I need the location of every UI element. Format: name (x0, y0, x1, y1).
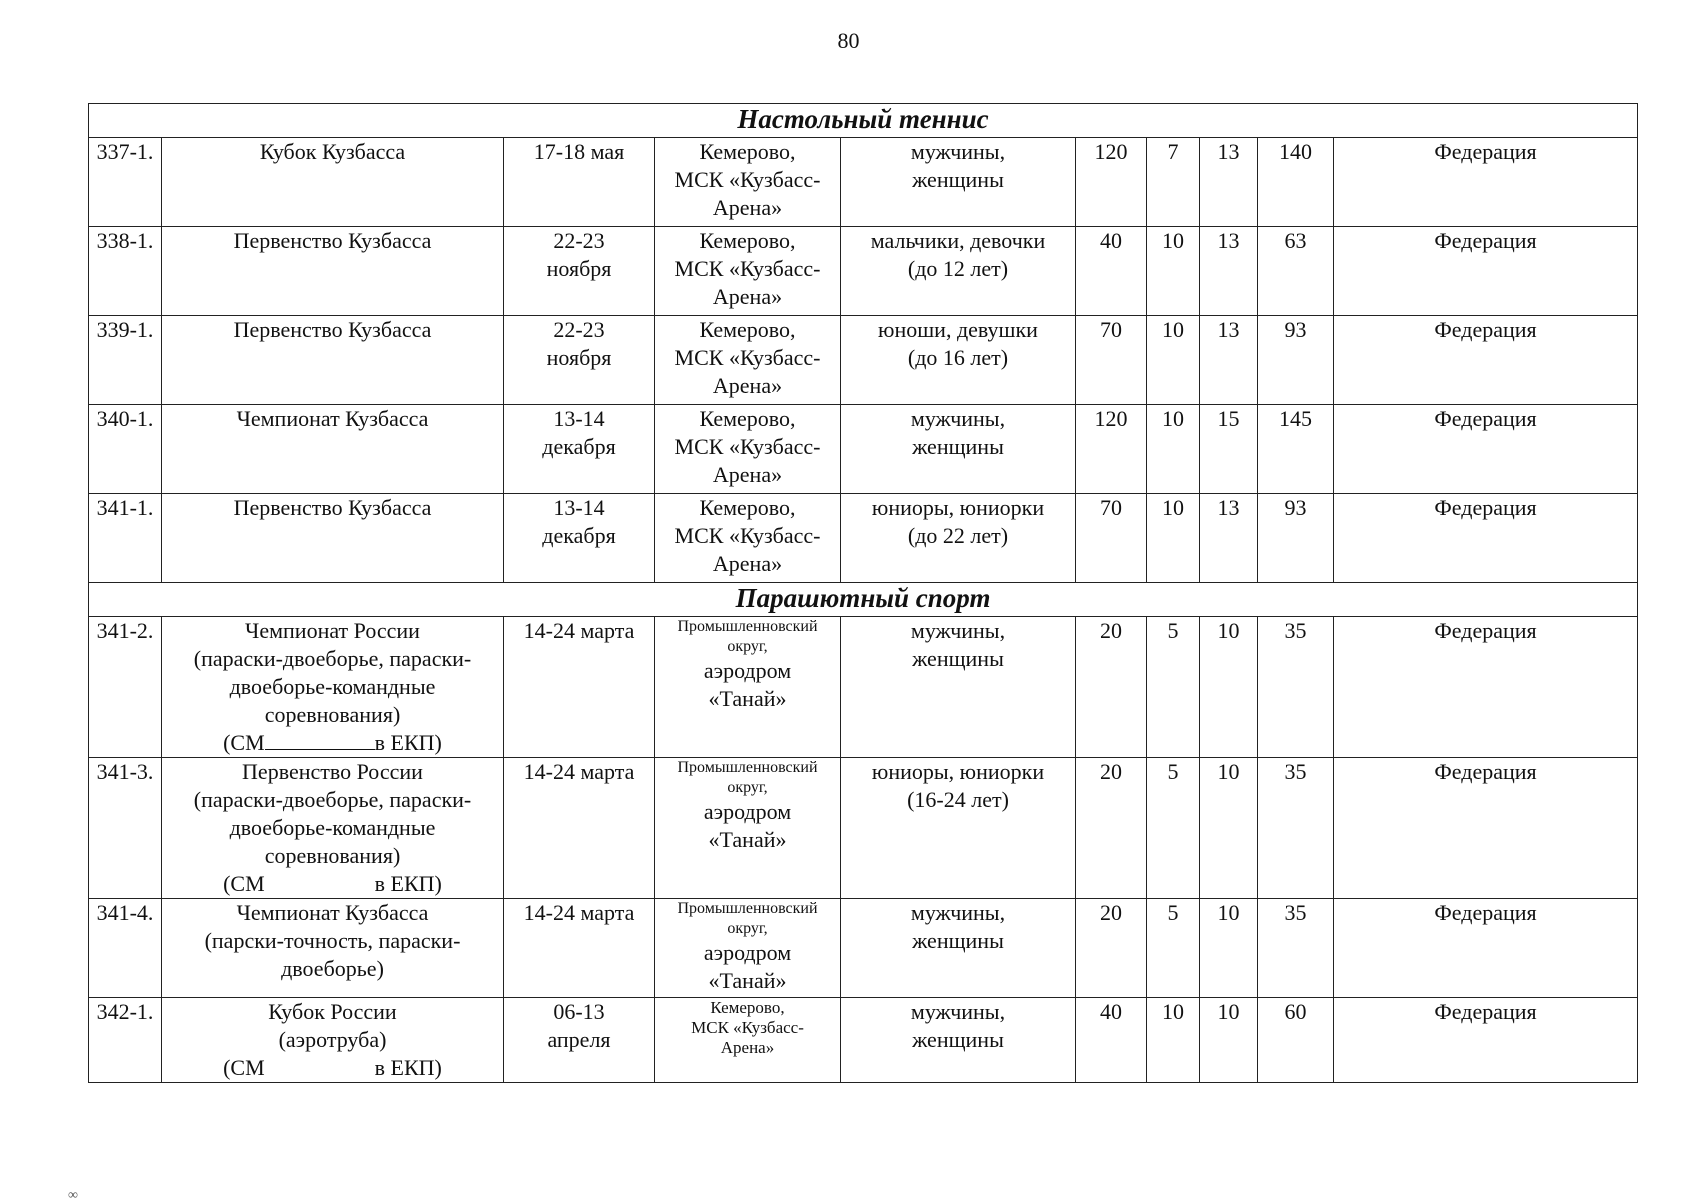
text-line: Арена» (720, 1038, 775, 1057)
text-line: двоеборье-командные (229, 815, 436, 840)
text-line: 13-14 (553, 406, 605, 431)
text-line: 22-23 (553, 228, 605, 253)
count-c4: 35 (1258, 758, 1334, 899)
text-line: МСК «Кузбасс- (674, 523, 821, 548)
text-line: Первенство России (242, 759, 423, 784)
page-number: 80 (837, 28, 860, 53)
organizer: Федерация (1334, 617, 1638, 758)
count-c3: 13 (1200, 227, 1258, 316)
text-line: женщины (912, 928, 1004, 953)
count-c3: 10 (1200, 899, 1258, 998)
text-line: Первенство Кузбасса (233, 495, 432, 520)
count-c3: 13 (1200, 316, 1258, 405)
table-row (89, 316, 1638, 405)
text-line: Кемерово, (699, 228, 796, 253)
organizer: Федерация (1334, 227, 1638, 316)
count-c1: 20 (1076, 617, 1147, 758)
text-line: женщины (912, 434, 1004, 459)
ekp-line (162, 1054, 503, 1082)
count-c4: 63 (1258, 227, 1334, 316)
count-c2: 10 (1147, 494, 1200, 583)
event-place (655, 227, 841, 316)
text-line: Арена» (712, 284, 783, 309)
count-c1: 40 (1076, 227, 1147, 316)
text-line: соревнования) (264, 843, 401, 868)
text-line: Чемпионат Кузбасса (236, 406, 429, 431)
text-line: ноября (546, 345, 612, 370)
event-date (504, 617, 655, 758)
text-line: (параски-двоеборье, параски- (193, 646, 472, 671)
count-c2: 5 (1147, 617, 1200, 758)
text-line: «Танай» (708, 686, 787, 711)
count-c2: 5 (1147, 899, 1200, 998)
text-line: МСК «Кузбасс- (674, 345, 821, 370)
event-name (162, 998, 504, 1083)
text-line: Кемерово, (699, 495, 796, 520)
count-c1: 40 (1076, 998, 1147, 1083)
count-c4: 93 (1258, 494, 1334, 583)
count-c1: 120 (1076, 138, 1147, 227)
text-line: юниоры, юниорки (871, 759, 1045, 784)
text-line: декабря (542, 523, 616, 548)
event-date (504, 138, 655, 227)
event-place (655, 405, 841, 494)
event-date (504, 227, 655, 316)
row-number: 338-1. (89, 227, 162, 316)
text-line: Первенство Кузбасса (233, 317, 432, 342)
text-line: МСК «Кузбасс- (674, 434, 821, 459)
text-line: (аэротруба) (278, 1027, 387, 1052)
text-line: юноши, девушки (878, 317, 1038, 342)
participants (841, 494, 1076, 583)
table-row (89, 227, 1638, 316)
text-line: декабря (542, 434, 616, 459)
text-line: Чемпионат Кузбасса (236, 900, 429, 925)
count-c2: 10 (1147, 405, 1200, 494)
count-c1: 70 (1076, 316, 1147, 405)
text-line: двоеборье) (281, 956, 384, 981)
event-name (162, 899, 504, 998)
ekp-prefix: (СМ (223, 730, 265, 755)
text-line: МСК «Кузбасс- (674, 167, 821, 192)
event-name (162, 405, 504, 494)
text-line: Кемерово, (699, 139, 796, 164)
count-c2: 10 (1147, 227, 1200, 316)
text-line: МСК «Кузбасс- (691, 1018, 804, 1037)
text-line: округ, (727, 779, 768, 796)
event-name (162, 494, 504, 583)
row-number: 341-1. (89, 494, 162, 583)
text-line: женщины (912, 1027, 1004, 1052)
organizer: Федерация (1334, 316, 1638, 405)
text-line: Кемерово, (710, 998, 785, 1017)
footer-mark: ∞ (68, 1188, 78, 1203)
participants (841, 998, 1076, 1083)
count-c2: 10 (1147, 998, 1200, 1083)
text-line: Арена» (712, 373, 783, 398)
row-number: 341-3. (89, 758, 162, 899)
text-line: аэродром (703, 658, 792, 683)
count-c2: 5 (1147, 758, 1200, 899)
event-place (655, 494, 841, 583)
count-c4: 35 (1258, 617, 1334, 758)
event-date (504, 405, 655, 494)
section-title: Парашютный спорт (89, 583, 1638, 617)
ekp-prefix: (СМ (223, 871, 265, 896)
text-line: двоеборье-командные (229, 674, 436, 699)
text-line: Первенство Кузбасса (233, 228, 432, 253)
text-line: мужчины, (910, 139, 1006, 164)
row-number: 339-1. (89, 316, 162, 405)
text-line: 13-14 (553, 495, 605, 520)
count-c4: 60 (1258, 998, 1334, 1083)
text-line: Арена» (712, 195, 783, 220)
event-name (162, 617, 504, 758)
events-table (88, 103, 1638, 1083)
text-line: (параски-двоеборье, параски- (193, 787, 472, 812)
count-c3: 13 (1200, 138, 1258, 227)
event-place (655, 316, 841, 405)
event-name (162, 758, 504, 899)
event-date (504, 899, 655, 998)
count-c3: 10 (1200, 758, 1258, 899)
text-line: мужчины, (910, 406, 1006, 431)
participants (841, 617, 1076, 758)
participants (841, 758, 1076, 899)
text-line: «Танай» (708, 827, 787, 852)
text-line: апреля (547, 1027, 611, 1052)
event-place (655, 899, 841, 998)
text-line: Кемерово, (699, 406, 796, 431)
count-c3: 15 (1200, 405, 1258, 494)
text-line: аэродром (703, 940, 792, 965)
count-c3: 10 (1200, 617, 1258, 758)
count-c4: 93 (1258, 316, 1334, 405)
text-line: мужчины, (910, 999, 1006, 1024)
text-line: (парски-точность, параски- (204, 928, 461, 953)
text-line: Чемпионат России (245, 618, 420, 643)
row-number: 340-1. (89, 405, 162, 494)
event-date (504, 758, 655, 899)
text-line: 17-18 мая (533, 139, 625, 164)
text-line: мужчины, (910, 618, 1006, 643)
text-line: 14-24 марта (523, 900, 635, 925)
text-line: Кубок Кузбасса (259, 139, 406, 164)
participants (841, 899, 1076, 998)
text-line: (до 16 лет) (907, 345, 1009, 370)
event-place (655, 138, 841, 227)
section-title: Настольный теннис (89, 104, 1638, 138)
ekp-prefix: (СМ (223, 1055, 265, 1080)
ekp-suffix: в ЕКП) (374, 1055, 442, 1080)
text-line: (до 22 лет) (907, 523, 1009, 548)
text-line: МСК «Кузбасс- (674, 256, 821, 281)
text-line: ноября (546, 256, 612, 281)
text-line: (до 12 лет) (907, 256, 1009, 281)
ekp-line (162, 729, 503, 757)
text-line: 14-24 марта (523, 618, 635, 643)
text-line: Кемерово, (699, 317, 796, 342)
row-number: 342-1. (89, 998, 162, 1083)
text-line: Промышленновский (677, 759, 818, 776)
text-line: мальчики, девочки (870, 228, 1046, 253)
participants (841, 405, 1076, 494)
text-line: 06-13 (553, 999, 605, 1024)
event-date (504, 316, 655, 405)
organizer: Федерация (1334, 998, 1638, 1083)
ekp-suffix: в ЕКП) (374, 871, 442, 896)
count-c4: 145 (1258, 405, 1334, 494)
text-line: Арена» (712, 462, 783, 487)
text-line: женщины (912, 167, 1004, 192)
row-number: 341-2. (89, 617, 162, 758)
event-place (655, 617, 841, 758)
table-row (89, 405, 1638, 494)
event-place (655, 758, 841, 899)
text-line: округ, (727, 920, 768, 937)
row-number: 341-4. (89, 899, 162, 998)
text-line: женщины (912, 646, 1004, 671)
event-date (504, 494, 655, 583)
event-name (162, 227, 504, 316)
ekp-line (162, 870, 503, 898)
count-c1: 20 (1076, 758, 1147, 899)
text-line: «Танай» (708, 968, 787, 993)
count-c2: 7 (1147, 138, 1200, 227)
section-header-row (89, 583, 1638, 617)
event-date (504, 998, 655, 1083)
text-line: 22-23 (553, 317, 605, 342)
table-row (89, 138, 1638, 227)
text-line: Арена» (712, 551, 783, 576)
organizer: Федерация (1334, 899, 1638, 998)
organizer: Федерация (1334, 138, 1638, 227)
count-c3: 13 (1200, 494, 1258, 583)
count-c4: 140 (1258, 138, 1334, 227)
table-row (89, 758, 1638, 899)
section-header-row (89, 104, 1638, 138)
participants (841, 138, 1076, 227)
text-line: (16-24 лет) (907, 787, 1009, 812)
participants (841, 227, 1076, 316)
event-place (655, 998, 841, 1083)
event-name (162, 316, 504, 405)
text-line: аэродром (703, 799, 792, 824)
table-row (89, 494, 1638, 583)
row-number: 337-1. (89, 138, 162, 227)
organizer: Федерация (1334, 405, 1638, 494)
ekp-blank (265, 731, 375, 750)
text-line: мужчины, (910, 900, 1006, 925)
table-row (89, 998, 1638, 1083)
text-line: юниоры, юниорки (871, 495, 1045, 520)
ekp-suffix: в ЕКП) (374, 730, 442, 755)
count-c2: 10 (1147, 316, 1200, 405)
text-line: округ, (727, 638, 768, 655)
text-line: Кубок России (268, 999, 397, 1024)
organizer: Федерация (1334, 758, 1638, 899)
text-line: Промышленновский (677, 618, 818, 635)
text-line: 14-24 марта (523, 759, 635, 784)
count-c3: 10 (1200, 998, 1258, 1083)
count-c1: 20 (1076, 899, 1147, 998)
text-line: Промышленновский (677, 900, 818, 917)
table-row (89, 899, 1638, 998)
count-c4: 35 (1258, 899, 1334, 998)
count-c1: 120 (1076, 405, 1147, 494)
count-c1: 70 (1076, 494, 1147, 583)
participants (841, 316, 1076, 405)
text-line: соревнования) (264, 702, 401, 727)
organizer: Федерация (1334, 494, 1638, 583)
table-row (89, 617, 1638, 758)
event-name (162, 138, 504, 227)
